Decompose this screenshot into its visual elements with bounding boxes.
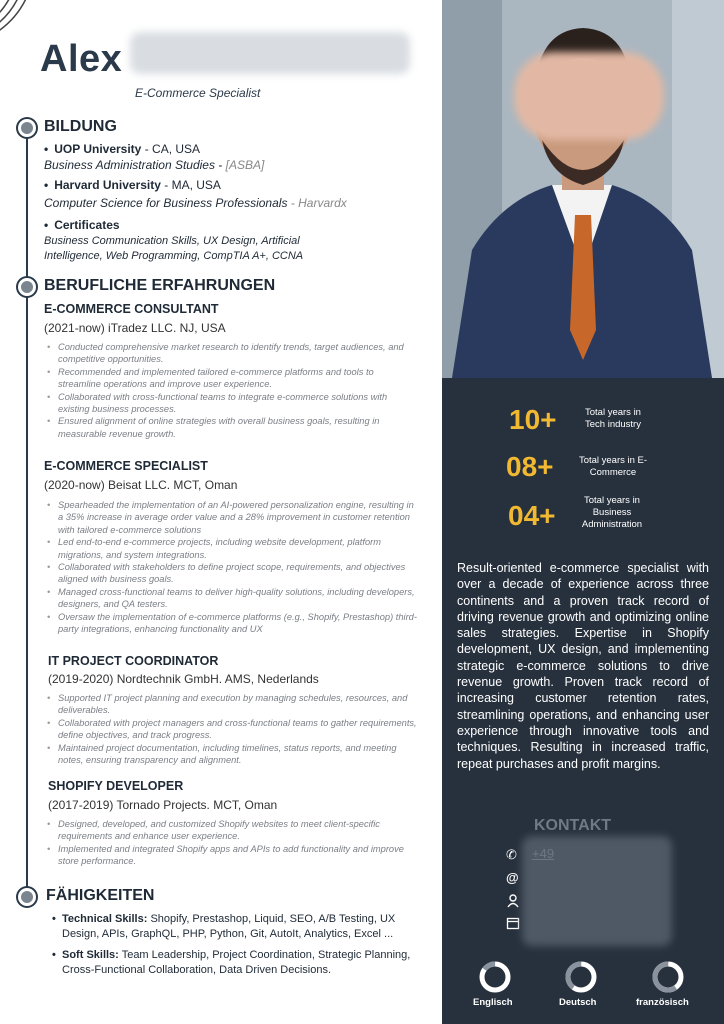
job-bullet: • Spearheaded the implementation of an AI-powered personalization engine, resulting in a 35% increase in average order value and a 28% improvement in customer retention with tailored e-commerce solutions	[58, 499, 418, 536]
skills-list	[52, 912, 422, 984]
edu-certificate-list: Business Communication Skills, UX Design, Artificial Intelligence, Web Programming, CompTIA A+, CCNA	[44, 235, 304, 262]
edu-location: - MA, USA	[160, 178, 221, 192]
skill-item	[52, 912, 422, 942]
education-detail	[44, 234, 344, 264]
redacted-face	[514, 52, 664, 140]
job-bullet: • Collaborated with stakeholders to define project scope, requirements, and objectives aligned with business goals.	[58, 561, 418, 586]
education-item: • Harvard University - MA, USA	[44, 178, 221, 192]
language-label: französisch	[636, 997, 689, 1008]
skill-label: Soft Skills:	[62, 949, 119, 961]
skill-item	[52, 948, 422, 978]
at-icon: @	[506, 870, 519, 885]
person-icon	[506, 894, 520, 908]
education-detail	[44, 158, 264, 172]
job-bullet: • Collaborated with cross-functional teams to integrate e-commerce solutions with existing business processes.	[58, 391, 418, 416]
job-bullets	[58, 818, 418, 868]
job-bullet: • Oversaw the implementation of e-commerce platforms (e.g., Shopify, Prestashop) third-party integrations, enhancing functionality and UX	[58, 611, 418, 636]
phone-icon: ✆	[506, 847, 517, 862]
job-bullet: • Designed, developed, and customized Shopify websites to meet client-specific requirements and enhance user experience.	[58, 818, 418, 843]
job-bullet: • Collaborated with project managers and cross-functional teams to gather requirements, define objectives, and track progress.	[58, 717, 418, 742]
contact-title: KONTAKT	[534, 817, 612, 834]
job-bullet: • Maintained project documentation, including timelines, status reports, and meeting notes, ensuring transparency and alignment.	[58, 742, 418, 767]
language-ring-german	[564, 960, 598, 994]
timeline-dot-education	[18, 119, 36, 137]
job-bullet: • Conducted comprehensive market research to identify trends, target audiences, and competitive opportunities.	[58, 341, 418, 366]
skill-label: Technical Skills:	[62, 913, 148, 925]
profile-photo	[442, 0, 724, 378]
stat-number: 10+	[509, 404, 557, 435]
job-bullets	[58, 692, 418, 766]
section-title-education: BILDUNG	[44, 118, 117, 135]
stat-label: Total years in E-Commerce	[578, 455, 648, 478]
job-bullet: • Implemented and integrated Shopify apps and APIs to add functionality and improve store performance.	[58, 843, 418, 868]
stat-label: Total years in Tech industry	[585, 407, 641, 430]
job-period: (2021-now) iTradez LLC. NJ, USA	[44, 321, 226, 335]
edu-location: - CA, USA	[141, 142, 201, 156]
language-label: Deutsch	[559, 997, 597, 1008]
redacted-contact	[522, 836, 672, 946]
job-bullet: • Supported IT project planning and execution by managing schedules, resources, and deliverables.	[58, 692, 418, 717]
timeline-dot-experience	[18, 278, 36, 296]
language-label: Englisch	[473, 997, 513, 1008]
profile-summary: Result-oriented e-commerce specialist with over a decade of experience across three continents and a proven track record of driving revenue growth and optimizing online sales strategies. Expertise in Shopify development, UX design, and implementing strategic e-commerce solutions to drive revenue growth. Proven track record of increasing customer retention rates, streamlining operations, and enhancing user experience through innovative tools and techniques. Resulting in increased traffic, repeat purchases and profit margins.	[457, 561, 709, 771]
job-period: (2017-2019) Tornado Projects. MCT, Oman	[48, 798, 278, 812]
education-item: • Certificates	[44, 218, 120, 232]
edu-program: Computer Science for Business Professionals	[44, 196, 288, 210]
edu-program-extra: [ASBA]	[225, 158, 265, 172]
job-title: E-COMMERCE CONSULTANT	[44, 302, 219, 316]
skill-text: Team Leadership, Project Coordination, Strategic Planning, Cross-Functional Collaboration, Data Driven Decisions.	[62, 949, 411, 976]
education-detail	[44, 196, 347, 210]
job-title: SHOPIFY DEVELOPER	[48, 779, 184, 793]
calendar-icon	[506, 916, 520, 930]
job-period: (2019-2020) Nordtechnik GmbH. AMS, Nederlands	[48, 672, 319, 686]
education-item: • UOP University - CA, USA	[44, 142, 201, 156]
section-title-experience: BERUFLICHE ERFAHRUNGEN	[44, 277, 276, 294]
edu-school: UOP University	[54, 142, 142, 156]
language-ring-french	[651, 960, 685, 994]
timeline-line	[26, 124, 28, 904]
job-bullet: • Recommended and implemented tailored e-commerce platforms and tools to streamline operations and improve user experience.	[58, 366, 418, 391]
job-title: IT PROJECT COORDINATOR	[48, 654, 219, 668]
job-title: E-COMMERCE SPECIALIST	[44, 459, 208, 473]
job-subtitle: E-Commerce Specialist	[135, 86, 261, 100]
edu-program: Business Administration Studies -	[44, 158, 226, 172]
skill-text: Shopify, Prestashop, Liquid, SEO, A/B Testing, UX Design, APIs, GraphQL, PHP, Python, Git, AutoIt, Analytics, Excel ...	[62, 913, 396, 940]
job-bullets	[58, 341, 418, 440]
stat-number: 08+	[506, 451, 554, 482]
edu-certificates: Certificates	[54, 218, 120, 232]
name-heading	[40, 38, 122, 81]
job-bullet: • Led end-to-end e-commerce projects, including website development, platform migrations, and system integrations.	[58, 536, 418, 561]
job-bullets	[58, 499, 418, 635]
job-bullet: • Managed cross-functional teams to deliver high-quality solutions, including developers, designers, and QA testers.	[58, 586, 418, 611]
timeline-dot-skills	[18, 888, 36, 906]
redacted-surname	[130, 32, 410, 74]
language-ring-english	[478, 960, 512, 994]
corner-decoration	[0, 0, 40, 50]
stat-number: 04+	[508, 500, 556, 531]
stat-label: Total years in Business Administration	[581, 495, 643, 530]
job-bullet: • Ensured alignment of online strategies with overall business goals, resulting in measurable revenue growth.	[58, 415, 418, 440]
name-first: Alex	[40, 38, 123, 80]
job-period: (2020-now) Beisat LLC. MCT, Oman	[44, 478, 238, 492]
edu-program-extra: - Harvardx	[287, 196, 347, 210]
section-title-skills: FÄHIGKEITEN	[46, 887, 155, 904]
edu-school: Harvard University	[54, 178, 161, 192]
